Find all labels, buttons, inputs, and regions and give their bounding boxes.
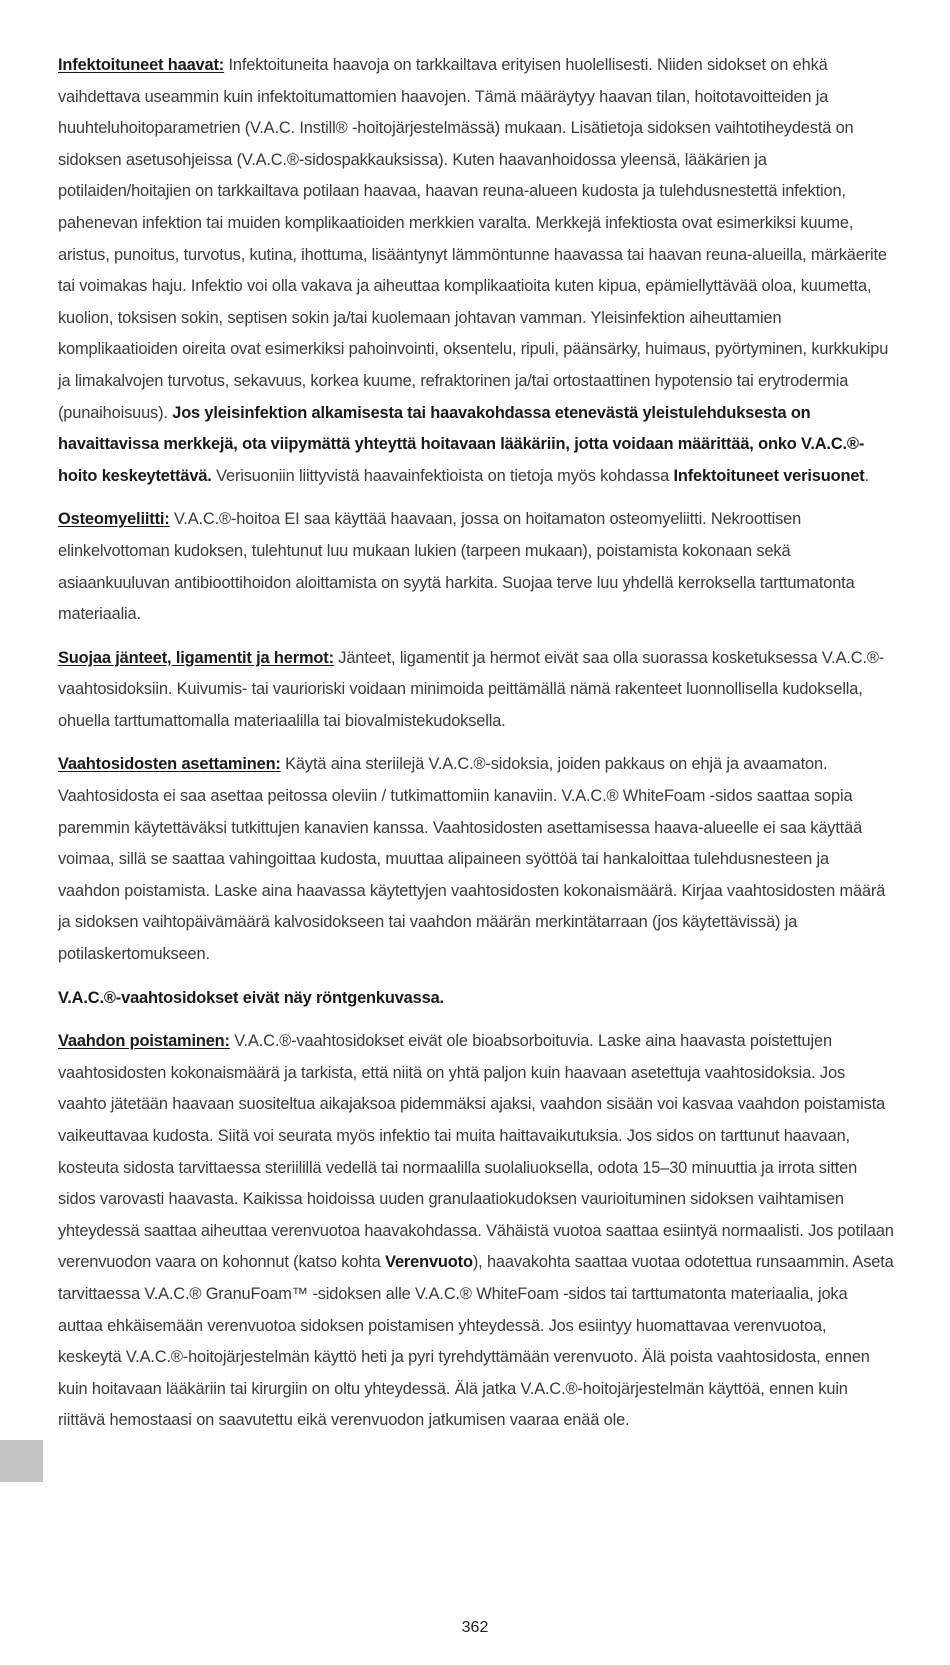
heading-foam-removal: Vaahdon poistaminen: bbox=[58, 1032, 230, 1051]
foam-placement-text: Käytä aina steriilejä V.A.C.®-sidoksia, joiden pakkaus on ehjä ja avaamaton. Vaahtosidosta ei saa asettaa peitossa oleviin / tutkimattomiin kanaviin. V.A.C.® WhiteFoam -sidos saattaa sopia paremmin käytettäväksi tutkittujen kanavien kanssa. Vaahtosidosten asettamisessa haava-alueelle ei saa käyttää voimaa, sillä se saattaa vahingoittaa kudosta, muuttaa alipaineen syöttöä tai hankaloittaa tulehdusnesteen ja vaahdon poistamista. Laske aina haavassa käytettyjen vaahtosidosten kokonaismäärä. Kirjaa vaahtosidosten määrä ja sidoksen vaihtopäivämäärä kalvosidokseen tai vaahdon määrän merkintätarraan (jos käytettävissä) ja potilaskertomukseen. bbox=[58, 755, 886, 964]
paragraph-infected-wounds bbox=[58, 50, 894, 492]
heading-osteomyelitis: Osteomyeliitti: bbox=[58, 510, 170, 529]
page-number: 362 bbox=[461, 1619, 489, 1636]
bleeding-reference: Verenvuoto bbox=[385, 1253, 473, 1272]
paragraph-foam-removal bbox=[58, 1026, 894, 1437]
side-tab-marker bbox=[0, 1440, 43, 1482]
heading-infected-wounds: Infektoituneet haavat: bbox=[58, 56, 225, 74]
foam-removal-text-2: ), haavakohta saattaa vuotaa odotettua runsaammin. Aseta tarvittaessa V.A.C.® GranuFoam™ -sidoksen alle V.A.C.® WhiteFoam -sidos tai tarttumatonta materiaalia, joka auttaa ehkäisemään verenvuotoa sidoksen poistamisen yhteydessä. Jos esiintyy huomattavaa verenvuotoa, keskeytä V.A.C.®-hoitojärjestelmän käyttö heti ja pyri tyrehdyttämään verenvuoto. Älä poista vaahtosidosta, ennen kuin hoitavaan lääkäriin tai kirurgiin on oltu yhteydessä. Älä jatka V.A.C.®-hoitojärjestelmän käyttöä, ennen kuin riittävä hemostaasi on saavutettu eikä verenvuodon jatkumisen vaaraa enää ole. bbox=[58, 1253, 894, 1430]
osteomyelitis-text: V.A.C.®-hoitoa EI saa käyttää haavaan, jossa on hoitamaton osteomyeliitti. Nekroottisen elinkelvottoman kudoksen, tulehtunut luu mukaan lukien (tarpeen mukaan), poistamista kokonaan sekä asiaankuuluvan antibioottihoidon aloittamista on syytä harkita. Suojaa terve luu yhdellä kerroksella tarttumatonta materiaalia. bbox=[58, 510, 855, 624]
infected-vessels-reference: Infektoituneet verisuonet bbox=[673, 466, 865, 485]
paragraph-osteomyelitis bbox=[58, 504, 894, 630]
heading-foam-placement: Vaahtosidosten asettaminen: bbox=[58, 755, 281, 774]
infected-wounds-warning: Jos yleisinfektion alkamisesta tai haavakohdassa etenevästä yleistulehduksesta on havaittavissa merkkejä, ota viipymättä yhteyttä hoitavaan lääkäriin, jotta voidaan määrittää, onko V.A.C.®-hoito keskeytettävä. bbox=[58, 403, 865, 485]
paragraph-protect-tendons bbox=[58, 643, 894, 738]
infected-wounds-end: . bbox=[864, 466, 870, 485]
heading-protect-tendons: Suojaa jänteet, ligamentit ja hermot: bbox=[58, 648, 334, 667]
xray-note: V.A.C.®-vaahtosidokset eivät näy röntgenkuvassa. bbox=[58, 988, 444, 1007]
document-body bbox=[58, 50, 894, 1449]
infected-wounds-text: Infektoituneita haavoja on tarkkailtava erityisen huolellisesti. Niiden sidokset on ehkä vaihdettava useammin kuin infektoitumattomien haavojen. Tämä määräytyy haavan tilan, hoitotavoitteiden ja huuhteluhoitoparametrien (V.A.C. Instill® -hoitojärjestelmässä) mukaan. Lisätietoja sidoksen vaihtotiheydestä on sidoksen asetusohjeissa (V.A.C.®-sidospakkauksissa). Kuten haavanhoidossa yleensä, lääkärien ja potilaiden/hoitajien on tarkkailtava potilaan haavaa, haavan reuna-alueen kudosta ja tulehdusnestettä infektion, pahenevan infektion tai muiden komplikaatioiden merkkien varalta. Merkkejä infektiosta ovat esimerkiksi kuume, aristus, punoitus, turvotus, kutina, ihottuma, lisääntynyt lämmöntunne haavassa tai haavan reuna-alueilla, märkäerite tai voimakas haju. Infektio voi olla vakava ja aiheuttaa komplikaatioita kuten kipua, epämiellyttävää oloa, kuumetta, kuolion, toksisen sokin, septisen sokin ja/tai kuolemaan johtavan vamman. Yleisinfektion aiheuttamien komplikaatioiden oireita ovat esimerkiksi pahoinvointi, oksentelu, ripuli, päänsärky, huimaus, pyörtyminen, kurkkukipu ja limakalvojen turvotus, sekavuus, korkea kuume, refraktorinen ja/tai ortostaattinen hypotensio tai erytrodermia (punaihoisuus). bbox=[58, 56, 889, 422]
paragraph-foam-placement bbox=[58, 749, 894, 970]
foam-removal-text: V.A.C.®-vaahtosidokset eivät ole bioabsorboituvia. Laske aina haavasta poistettujen vaahtosidosten kokonaismäärä ja tarkista, että niitä on yhtä paljon kuin haavaan asetettuja vaahtosidoksia. Jos vaahto jätetään haavaan suositeltua aikajaksoa pidemmäksi ajaksi, vaahdon sisään voi kasvaa vaahdon poistamista vaikeuttavaa kudosta. Siitä voi seurata myös infektio tai muita haittavaikutuksia. Jos sidos on tarttunut haavaan, kosteuta sidosta tarvittaessa steriilillä vedellä tai normaalilla suolaliuoksella, odota 15–30 minuuttia ja irrota sitten sidos varovasti haavasta. Kaikissa hoidoissa uuden granulaatiokudoksen vaurioituminen sidoksen vaihtamisen yhteydessä saattaa aiheuttaa verenvuotoa haavakohdassa. Vähäistä vuotoa saattaa esiintyä normaalisti. Jos potilaan verenvuodon vaara on kohonnut (katso kohta bbox=[58, 1032, 894, 1272]
infected-wounds-text-2: Verisuoniin liittyvistä haavainfektioista on tietoja myös kohdassa bbox=[211, 466, 674, 485]
protect-tendons-text: Jänteet, ligamentit ja hermot eivät saa olla suorassa kosketuksessa V.A.C.®-vaahtosidoksiin. Kuivumis- tai vaurioriski voidaan minimoida peittämällä nämä rakenteet luonnollisella kudoksella, ohuella tarttumattomalla materiaalilla tai biovalmistekudoksella. bbox=[58, 648, 885, 730]
